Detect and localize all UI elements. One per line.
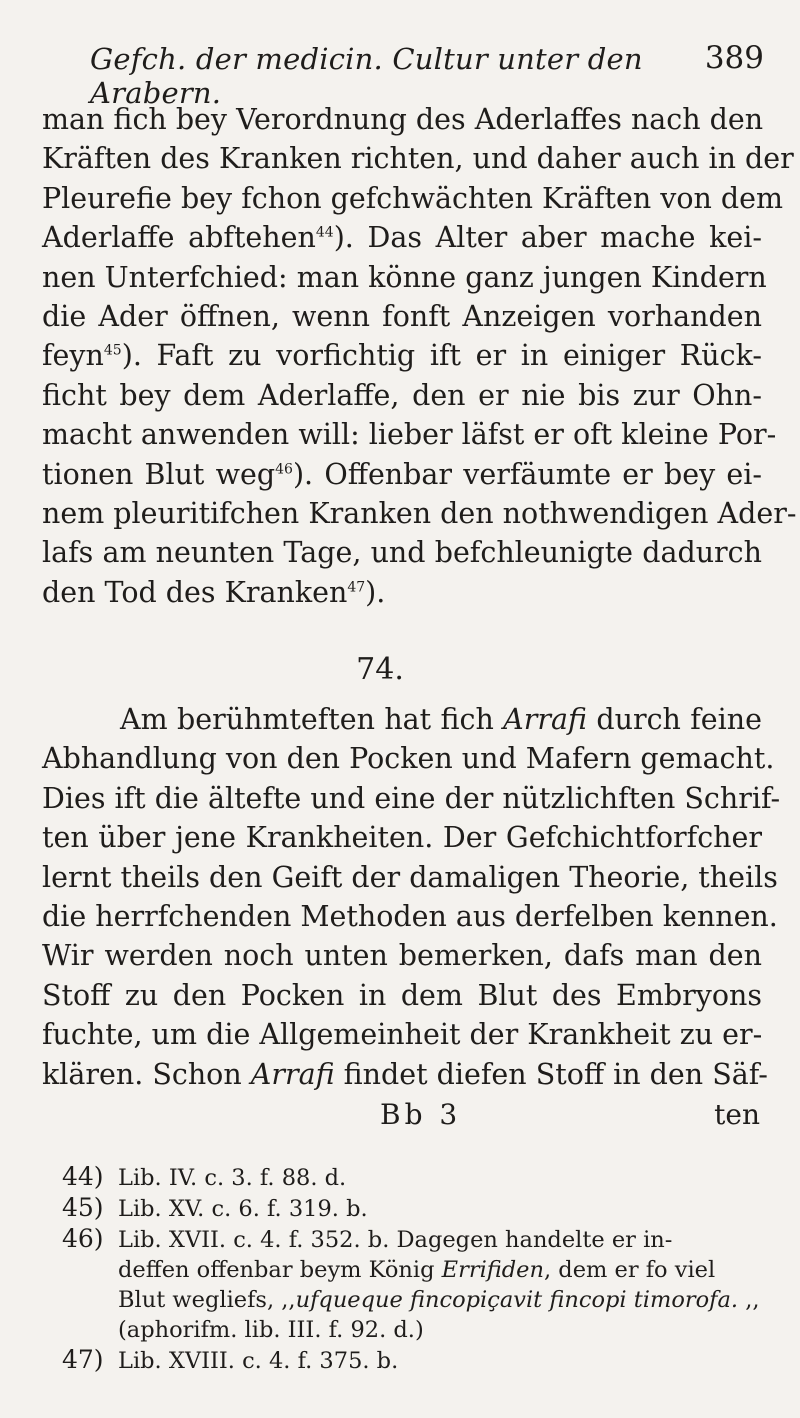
running-title: Gefch. der medicin. Cultur unter den Arabern. (90, 42, 643, 110)
text-line: Aderlaffe abftehen$^{44}$). Das Alter aber mache kei- (42, 221, 762, 255)
text-line: Kräften des Kranken richten, und daher auch in der (42, 142, 794, 176)
text-line: nen Unterfchied: man könne ganz jungen Kindern (42, 260, 767, 294)
footnote-ref-44: 44 (315, 224, 334, 241)
text-line: Wir werden noch unten bemerken, dafs man den (42, 939, 762, 973)
signature-mark: Bb 3 (380, 1098, 462, 1131)
text-line: die Ader öffnen, wenn fonft Anzeigen vorhanden (42, 300, 762, 334)
text-line: macht anwenden will: lieber läfst er oft kleine Por- (42, 418, 777, 452)
text-line: nem pleuritifchen Kranken den nothwendigen Ader- (42, 497, 797, 531)
text-line: feyn$^{45}$). Faft zu vorfichtig ift er in einiger Rück- (42, 339, 762, 373)
footnote-45: 45) Lib. XV. c. 6. f. 319. b. (62, 1193, 368, 1222)
footnote-46-cont: Blut wegliefs, ,,ufqueque fincopiçavit fincopi timorofa. ,, (118, 1287, 760, 1313)
text-line: lernt theils den Geift der damaligen Theorie, theils (42, 860, 778, 894)
footnote-46: 46) Lib. XVII. c. 4. f. 352. b. Dagegen handelte er in- (62, 1224, 673, 1253)
text-line: lafs am neunten Tage, und befchleunigte dadurch (42, 536, 762, 570)
running-header (90, 40, 764, 110)
text-line: Dies ift die ältefte und eine der nützlichften Schrif- (42, 781, 781, 815)
footnote-ref-46: 46 (275, 461, 293, 478)
footnote-46-cont: (aphorifm. lib. III. f. 92. d.) (118, 1317, 424, 1343)
author-name: Arrafi (250, 1057, 335, 1091)
footnotes (62, 1162, 762, 1376)
footnote-44: 44) Lib. IV. c. 3. f. 88. d. (62, 1162, 347, 1191)
text-line: man fich bey Verordnung des Aderlaffes nach den (42, 103, 764, 136)
text-line: Stoff zu den Pocken in dem Blut des Embryons (42, 978, 762, 1012)
text-line: den Tod des Kranken$^{47}$). (42, 575, 386, 609)
page-number: 389 (704, 40, 764, 76)
footnote-ref-47: 47 (347, 579, 366, 596)
text-line: Abhandlung von den Pocken und Mafern gemacht. (42, 742, 775, 776)
section-number: 74. (356, 652, 404, 687)
text-line: Am berühmteften hat fich Arrafi durch feine (120, 703, 763, 736)
author-name: Arrafi (503, 703, 587, 736)
text-line: ficht bey dem Aderlaffe, den er nie bis zur Ohn- (42, 378, 762, 412)
main-text-section-74 (42, 700, 781, 1094)
text-line: klären. Schon Arrafi findet diefen Stoff in den Säf- (42, 1057, 768, 1091)
text-line: die herrfchenden Methoden aus derfelben kennen. (42, 900, 778, 934)
footnote-47: 47) Lib. XVIII. c. 4. f. 375. b. (62, 1345, 399, 1374)
text-line: tionen Blut weg$^{46}$). Offenbar verfäumte er bey ei- (42, 457, 763, 491)
text-line: fuchte, um die Allgemeinheit der Krankheit zu er- (42, 1018, 763, 1052)
footnote-ref-45: 45 (103, 342, 122, 359)
main-text (42, 100, 797, 612)
footnote-46-cont: deffen offenbar beym König Errifiden, dem er fo viel (118, 1257, 716, 1283)
text-line: Pleurefie bey fchon gefchwächten Kräften von dem (42, 181, 784, 215)
text-line: ten über jene Krankheiten. Der Gefchichtforfcher (42, 821, 762, 855)
catchword: ten (714, 1098, 760, 1131)
